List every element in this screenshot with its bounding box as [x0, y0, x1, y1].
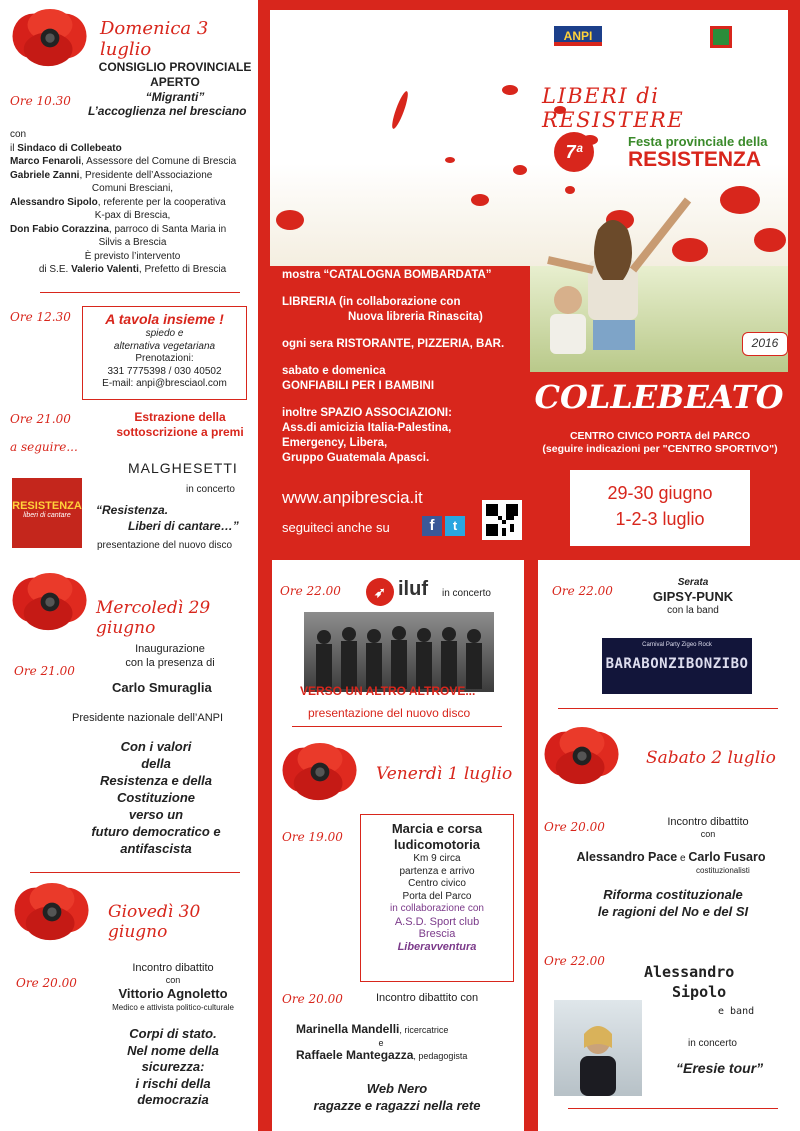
text: alternativa vegetariana — [113, 340, 216, 352]
dates: 29-30 giugno — [607, 483, 713, 503]
motto: Costituzione — [117, 790, 195, 805]
time-label: Ore 22.00 — [280, 584, 341, 598]
artist-name: Sipolo — [672, 983, 727, 1001]
guest-role: Medico e attivista politico-culturale — [112, 1003, 234, 1012]
tavola-box — [82, 306, 247, 400]
panel-bottom-middle — [272, 560, 524, 1131]
time-label: Ore 20.00 — [282, 992, 343, 1006]
topic: i rischi della — [135, 1075, 211, 1091]
guest-name: Valerio Valenti — [71, 264, 139, 275]
red-separator — [524, 560, 538, 1131]
guest-name: Sindaco di Collebeato — [17, 142, 122, 154]
artist-name: Alessandro — [644, 963, 735, 981]
day-title: Domenica 3 luglio — [100, 18, 209, 60]
guest-role: , pedagogista — [413, 1051, 468, 1061]
motto: della — [141, 756, 171, 771]
info-item: GONFIABILI PER I BAMBINI — [282, 380, 435, 392]
council-title-2: APERTO — [150, 75, 200, 89]
panel-bottom-left — [0, 560, 258, 1131]
band-logo-icon: ➶ — [366, 578, 394, 606]
poppy-icon — [12, 8, 88, 68]
partner-logo — [710, 26, 732, 48]
dates: 1-2-3 luglio — [615, 509, 705, 529]
poppy-icon — [12, 572, 88, 632]
motto: antifascista — [120, 841, 192, 856]
follow-text: seguiteci anche su — [282, 520, 390, 535]
text: con — [165, 975, 181, 985]
album-title: VERSO UN ALTRO ALTROVE... — [300, 684, 476, 698]
guest-role: costituzionalisti — [696, 866, 750, 875]
text: in concerto — [186, 484, 235, 495]
email: E-mail: anpi@bresciaol.com — [102, 378, 227, 389]
guest-name: Raffaele Mantegazza — [296, 1048, 414, 1062]
quote: “Resistenza. — [96, 503, 169, 517]
topic: ragazze e ragazzi nella rete — [313, 1098, 481, 1113]
text: spiedo e — [145, 328, 184, 339]
topic: sicurezza: — [141, 1059, 205, 1074]
text: A.S.D. Sport club — [394, 915, 480, 928]
text: e — [677, 853, 689, 864]
motto: verso un — [128, 807, 184, 822]
text: in collaborazione con — [390, 903, 484, 914]
text: È previsto l’intervento — [84, 250, 181, 262]
guest-role: K-pax di Brescia, — [94, 210, 171, 221]
time-label: Ore 22.00 — [544, 954, 605, 968]
time-label: Ore 20.00 — [16, 976, 77, 990]
council-quote: “Migranti” — [145, 90, 205, 104]
time-label: Ore 10.30 — [10, 94, 71, 108]
info-item: inoltre SPAZIO ASSOCIAZIONI: — [282, 407, 452, 419]
guest-name: Marinella Mandelli — [296, 1022, 400, 1036]
text: Serata — [677, 577, 709, 588]
band-logo: iluf — [398, 578, 428, 600]
website-link[interactable]: www.anpibrescia.it — [282, 488, 423, 507]
cover — [258, 0, 800, 560]
guest-name: Carlo Fusaro — [688, 850, 766, 864]
info-item: mostra “CATALOGNA BOMBARDATA” — [282, 269, 492, 281]
text: Porta del Parco — [402, 890, 472, 902]
text: di S.E. — [38, 264, 72, 275]
text: il — [10, 142, 18, 154]
facebook-icon[interactable]: f — [422, 516, 442, 536]
run-box — [360, 814, 514, 982]
guest-role: , ricercatrice — [399, 1025, 449, 1035]
band-banner — [602, 638, 752, 694]
anpi-logo: ANPI — [554, 26, 602, 46]
guest-role: , Prefetto di Brescia — [138, 264, 227, 275]
place-subtitle: CENTRO CIVICO PORTA del PARCO — [569, 430, 751, 442]
topic: Corpi di stato. — [129, 1026, 217, 1041]
cd-title: RESISTENZA — [12, 500, 82, 512]
celebrating-people-illustration — [528, 190, 728, 372]
text: Liberavventura — [397, 940, 477, 953]
text: Incontro dibattito — [667, 816, 749, 828]
text: 331 7775398 / 030 40502 — [107, 365, 222, 377]
time-label: Ore 12.30 — [10, 310, 71, 324]
cd-cover — [12, 478, 82, 548]
text: con — [700, 829, 716, 839]
info-item: Emergency, Libera, — [282, 437, 388, 449]
text: Prenotazioni: — [135, 353, 194, 364]
day-title: Venerdì 1 luglio — [376, 764, 513, 784]
guest-role: , parroco di Santa Maria in — [108, 223, 227, 235]
info-item: LIBRERIA (in collaborazione con — [282, 296, 461, 308]
tour-name: “Eresie tour” — [676, 1060, 764, 1076]
panel-top-left — [0, 0, 258, 560]
place-subtitle: (seguire indicazioni per "CENTRO SPORTIVO") — [542, 443, 778, 455]
time-label: Ore 19.00 — [282, 830, 343, 844]
council-title: CONSIGLIO PROVINCIALE — [98, 60, 252, 74]
with-label: con — [10, 129, 27, 140]
time-label: Ore 22.00 — [552, 584, 613, 598]
text: e — [378, 1038, 384, 1048]
band-name: MALGHESETTI — [128, 460, 238, 476]
day-title: Giovedì 30 giugno — [108, 902, 201, 942]
guest-name: Gabriele Zanni — [10, 169, 80, 181]
topic: Riforma costituzionale — [603, 887, 743, 902]
text: Km 9 circa — [413, 853, 461, 864]
day-title: Mercoledì 29 giugno — [96, 598, 211, 638]
dates-box — [570, 470, 750, 546]
festa-title: RESISTENZA — [628, 148, 762, 171]
edition-badge: 7ª — [554, 132, 594, 172]
text: sottoscrizione a premi — [116, 425, 244, 439]
place-title: COLLEBEATO — [534, 378, 784, 416]
band-photo — [304, 612, 494, 692]
council-subtitle: L’accoglienza nel bresciano — [88, 104, 247, 118]
text: Inaugurazione — [135, 643, 205, 655]
band-name: BARABONZIBONZIBO — [605, 656, 749, 672]
run-title: ludicomotoria — [394, 837, 480, 852]
text: con la band — [667, 605, 719, 616]
text: in concerto — [442, 588, 491, 599]
info-item: ogni sera RISTORANTE, PIZZERIA, BAR. — [282, 338, 505, 350]
time-label: a seguire... — [10, 440, 78, 454]
info-item: Ass.di amicizia Italia-Palestina, — [282, 422, 452, 434]
text: partenza e arrivo — [399, 865, 475, 877]
text: e band — [718, 1006, 755, 1017]
guest-name: Carlo Smuraglia — [112, 680, 212, 695]
banner-top: Carnival Party Zigeo Rock — [642, 642, 712, 648]
day-title: Sabato 2 luglio — [646, 748, 776, 768]
time-label: Ore 21.00 — [10, 412, 71, 426]
guest-name: Vittorio Agnoletto — [118, 986, 228, 1001]
cd-subtitle: liberi di cantare — [23, 512, 71, 519]
album-cover — [554, 1000, 642, 1096]
guest-role: , Presidente dell’Associazione — [79, 169, 213, 181]
motto: Resistenza e della — [100, 773, 212, 788]
text: Incontro dibattito con — [376, 992, 479, 1004]
text: Incontro dibattito — [132, 962, 214, 974]
text: Estrazione della — [134, 410, 226, 424]
festa-line: Festa provinciale della — [628, 134, 768, 149]
topic: Web Nero — [366, 1081, 428, 1096]
genre: GIPSY-PUNK — [652, 589, 734, 604]
poppy-icon — [544, 726, 620, 786]
topic: Nel nome della — [127, 1042, 219, 1058]
twitter-icon[interactable]: t — [445, 516, 465, 536]
panel-bottom-right — [538, 560, 800, 1131]
time-label: Ore 21.00 — [14, 664, 75, 678]
time-label: Ore 20.00 — [544, 820, 605, 834]
motto: Con i valori — [120, 739, 192, 754]
text: presentazione del nuovo disco — [308, 706, 471, 720]
motto: futuro democratico e — [91, 824, 221, 839]
topic: democrazia — [137, 1092, 209, 1107]
guest-name: Don Fabio Corazzina — [10, 223, 109, 235]
text: Centro civico — [408, 878, 466, 889]
guest-name: Marco Fenaroli — [10, 156, 82, 167]
topic: le ragioni del No e del SI — [597, 904, 749, 919]
text: in concerto — [688, 1038, 737, 1049]
cover-title: LIBERI di RESISTERE — [542, 84, 685, 132]
guest-role: Presidente nazionale dell’ANPI — [72, 712, 224, 724]
poppy-icon — [282, 742, 358, 802]
qr-code-icon[interactable] — [482, 500, 522, 540]
guest-role: , referente per la cooperativa — [97, 196, 226, 208]
run-title: Marcia e corsa — [391, 821, 483, 836]
guest-role: , Assessore del Comune di Brescia — [81, 156, 237, 167]
guest-role: Comuni Bresciani, — [91, 183, 174, 194]
guest-name: Alessandro Sipolo — [10, 196, 98, 208]
tavola-title: A tavola insieme ! — [105, 311, 224, 327]
info-item: Nuova libreria Rinascita) — [348, 311, 483, 323]
text: Brescia — [418, 928, 456, 940]
text: con la presenza di — [125, 657, 215, 669]
poppy-icon — [14, 882, 90, 942]
red-separator — [258, 560, 272, 1131]
text: presentazione del nuovo disco — [97, 540, 233, 551]
info-item: sabato e domenica — [282, 365, 386, 377]
info-item: Gruppo Guatemala Apasci. — [282, 452, 430, 464]
quote: Liberi di cantare…” — [128, 519, 239, 533]
year-badge: 2016 — [742, 332, 788, 356]
guest-role: Silvis a Brescia — [98, 237, 167, 248]
guest-name: Alessandro Pace — [576, 850, 678, 864]
